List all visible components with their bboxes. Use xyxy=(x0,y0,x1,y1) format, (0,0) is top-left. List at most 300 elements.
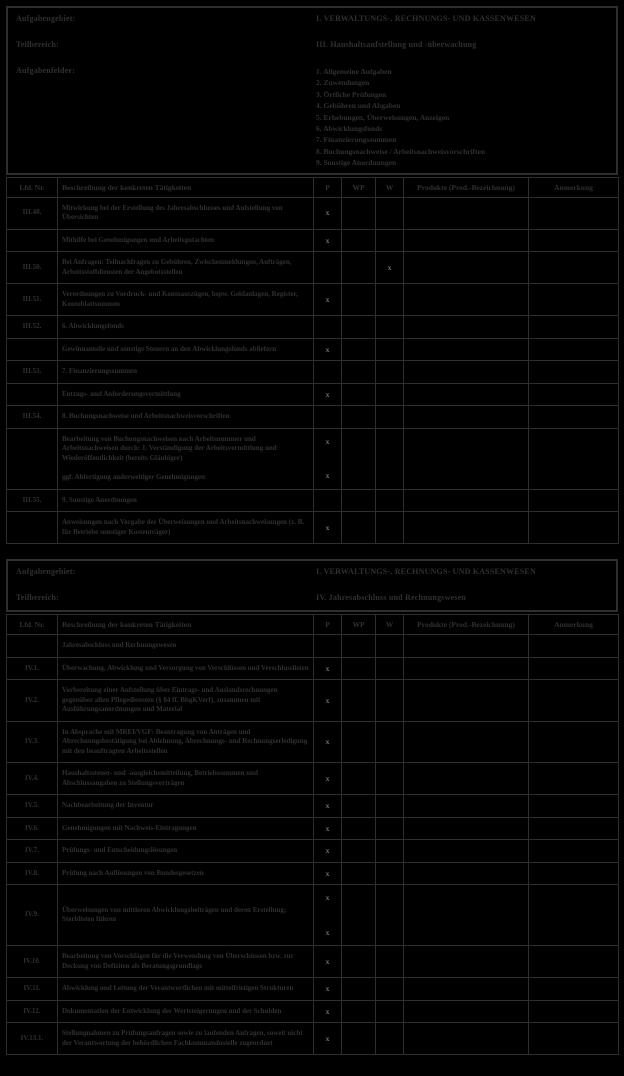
cell-produkte xyxy=(404,229,529,252)
x-mark: x xyxy=(325,695,330,705)
cell-beschreibung xyxy=(58,635,314,658)
sheet2-meta-left xyxy=(16,567,316,602)
cell-lfd-nr: III.55. xyxy=(7,489,58,512)
table-row xyxy=(7,512,619,544)
cell-lfd-nr: IV.1. xyxy=(7,657,58,680)
cell-produkte xyxy=(404,795,529,818)
cell-w xyxy=(376,406,404,429)
task-text: 8. Buchungsnachweise und Arbeitsnachweisvorschriften xyxy=(62,412,230,421)
cell-anmerkung xyxy=(529,680,619,722)
x-mark: x xyxy=(325,389,330,399)
task-text: Jahresabschluss und Rechnungswesen xyxy=(62,641,177,650)
x-mark: x xyxy=(325,846,330,856)
cell-beschreibung xyxy=(58,284,314,316)
task-text: Überwachung, Abwicklung und Versorgung von Verschlüssen und Verschlusslisten xyxy=(62,663,309,672)
cell-produkte xyxy=(404,383,529,406)
cell-p xyxy=(314,316,342,339)
cell-beschreibung xyxy=(58,657,314,680)
cell-p xyxy=(314,383,342,406)
col-beschreibung: Beschreibung der konkreten Tätigkeiten xyxy=(58,177,314,197)
cell-lfd-nr: IV.7. xyxy=(7,840,58,863)
x-mark: x xyxy=(387,262,392,272)
section-row xyxy=(7,489,619,512)
table-row xyxy=(7,763,619,795)
cell-produkte xyxy=(404,635,529,658)
cell-w xyxy=(376,428,404,489)
cell-wp xyxy=(342,1023,376,1055)
x-mark: x xyxy=(325,737,330,747)
aufgabengebiet-value: I. VERWALTUNGS-, RECHNUNGS- UND KASSENWESEN xyxy=(316,567,536,577)
cell-lfd-nr: III.54. xyxy=(7,406,58,429)
cell-p xyxy=(314,1023,342,1055)
aufgabenfeld-item: 6. Abwicklungsfonds xyxy=(316,124,383,134)
sheet2-meta-right xyxy=(316,567,608,602)
cell-anmerkung xyxy=(529,197,619,229)
cell-wp xyxy=(342,795,376,818)
table-row xyxy=(7,978,619,1001)
table-row xyxy=(7,252,619,284)
table1-header-row xyxy=(7,177,619,197)
cell-w xyxy=(376,680,404,722)
cell-anmerkung xyxy=(529,428,619,489)
table-row xyxy=(7,1023,619,1055)
x-mark: x xyxy=(325,1006,330,1016)
cell-wp xyxy=(342,680,376,722)
cell-p xyxy=(314,338,342,361)
task-text: Stellungnahmen zu Prüfungsanfragen sowie zu laufenden Anfragen, soweit nicht der Verantwortung der behördlichen Fachkommandostelle zugeordnet xyxy=(62,1029,303,1047)
cell-wp xyxy=(342,489,376,512)
col-produkte: Produkte (Prod.-Bezeichnung) xyxy=(404,615,529,635)
cell-wp xyxy=(342,229,376,252)
cell-w xyxy=(376,862,404,885)
label-aufgabengebiet: Aufgabengebiet: xyxy=(16,567,76,577)
cell-w xyxy=(376,1000,404,1023)
sheet2-meta-block xyxy=(6,559,618,612)
task-text: Mitwirkung bei der Erstellung des Jahresabschlusses und Aufstellung von Übersichten xyxy=(62,203,283,222)
task-text: Anweisungen nach Vorgabe der Überweisungen und Arbeitsnachweisungen (z. B. für Betriebe sonstiger Kostenträger) xyxy=(62,518,305,536)
task-text: Überweisungen von mittleren Abwicklungsbeiträgen und deren Erstellung; Sterblisten führen xyxy=(62,905,287,924)
cell-wp xyxy=(342,512,376,544)
cell-w xyxy=(376,885,404,946)
x-mark: x xyxy=(325,663,330,673)
cell-p xyxy=(314,763,342,795)
task-text: Bei Anfragen: Teilnachfragen zu Gebühren, Zwischenmeldungen, Aufträgen, Arbeitsstoffdiensten der Angebotsstellen xyxy=(62,258,292,276)
cell-lfd-nr: IV.4. xyxy=(7,763,58,795)
cell-w xyxy=(376,383,404,406)
cell-beschreibung xyxy=(58,1000,314,1023)
label-aufgabengebiet: Aufgabengebiet: xyxy=(16,14,76,23)
sheet1-meta-block xyxy=(6,6,618,175)
cell-lfd-nr xyxy=(7,512,58,544)
cell-anmerkung xyxy=(529,721,619,763)
cell-w xyxy=(376,252,404,284)
cell-anmerkung xyxy=(529,817,619,840)
task-text: Mithilfe bei Genehmigungen und Arbeitsgutachten xyxy=(62,235,215,244)
cell-anmerkung xyxy=(529,1023,619,1055)
cell-w xyxy=(376,316,404,339)
cell-w xyxy=(376,1023,404,1055)
table-row xyxy=(7,284,619,316)
table-row xyxy=(7,795,619,818)
cell-w xyxy=(376,657,404,680)
cell-lfd-nr: IV.13.1. xyxy=(7,1023,58,1055)
task-text: Bearbeitung von Vorschlägen für die Verwendung von Überschüssen bzw. zur Deckung von Defiziten als Beratungsgrundlage xyxy=(62,952,294,970)
cell-wp xyxy=(342,252,376,284)
cell-wp xyxy=(342,1000,376,1023)
table-row xyxy=(7,383,619,406)
label-aufgabenfelder: Aufgabenfelder: xyxy=(16,66,75,75)
cell-lfd-nr: IV.10. xyxy=(7,946,58,978)
section-row xyxy=(7,361,619,384)
aufgabenfeld-item: 8. Buchungsnachweise / Arbeitsnachweisvorschriften xyxy=(316,146,486,156)
cell-lfd-nr: IV.3. xyxy=(7,721,58,763)
x-mark: x xyxy=(325,294,330,304)
col-anmerkung: Anmerkung xyxy=(529,177,619,197)
cell-wp xyxy=(342,885,376,946)
table-row xyxy=(7,680,619,722)
cell-w xyxy=(376,978,404,1001)
task-text: Entzugs- und Anforderungsvermittlung xyxy=(62,389,181,398)
cell-beschreibung xyxy=(58,946,314,978)
cell-produkte xyxy=(404,1000,529,1023)
cell-w xyxy=(376,284,404,316)
col-produkte: Produkte (Prod.-Bezeichnung) xyxy=(404,177,529,197)
cell-w xyxy=(376,338,404,361)
cell-p xyxy=(314,229,342,252)
task-text: Abwicklung und Leitung der Verantwortlichen mit mittelfristigen Strukturen xyxy=(62,984,294,993)
aufgabenfeld-item: 5. Erhebungen, Überweisungen, Anzeigen xyxy=(316,112,450,122)
cell-produkte xyxy=(404,657,529,680)
table-row xyxy=(7,1000,619,1023)
cell-lfd-nr: III.48. xyxy=(7,197,58,229)
cell-produkte xyxy=(404,489,529,512)
cell-p xyxy=(314,680,342,722)
x-mark: x xyxy=(325,436,330,446)
x-mark: x xyxy=(325,471,330,481)
cell-beschreibung xyxy=(58,316,314,339)
aufgabenfeld-item: 3. Örtliche Prüfungen xyxy=(316,89,387,99)
col-lfd-nr: Lfd. Nr. xyxy=(7,615,58,635)
cell-produkte xyxy=(404,946,529,978)
col-p: P xyxy=(314,177,342,197)
cell-w xyxy=(376,721,404,763)
section-row xyxy=(7,406,619,429)
x-mark: x xyxy=(325,984,330,994)
cell-w xyxy=(376,197,404,229)
cell-p xyxy=(314,1000,342,1023)
table-row xyxy=(7,946,619,978)
cell-wp xyxy=(342,197,376,229)
cell-lfd-nr xyxy=(7,229,58,252)
cell-produkte xyxy=(404,1023,529,1055)
cell-beschreibung xyxy=(58,840,314,863)
cell-p xyxy=(314,885,342,946)
sheet1-meta-left xyxy=(16,14,316,169)
aufgabenfeld-item: 2. Zuwendungen xyxy=(316,78,370,88)
cell-produkte xyxy=(404,361,529,384)
cell-wp xyxy=(342,361,376,384)
task-text: 7. Finanzierungssummen xyxy=(62,367,138,376)
cell-wp xyxy=(342,383,376,406)
cell-beschreibung xyxy=(58,512,314,544)
cell-beschreibung xyxy=(58,229,314,252)
cell-lfd-nr: III.53. xyxy=(7,361,58,384)
task-text: Prüfung nach Auflösungen von Bundesgesetzen xyxy=(62,868,204,877)
cell-anmerkung xyxy=(529,763,619,795)
cell-p xyxy=(314,978,342,1001)
cell-produkte xyxy=(404,338,529,361)
cell-wp xyxy=(342,721,376,763)
aufgabenfeld-item: 7. Finanzierungssummen xyxy=(316,135,397,145)
x-mark: x xyxy=(325,773,330,783)
teilbereich-value: III. Haushaltsaufstellung und -überwachung xyxy=(316,40,477,49)
cell-anmerkung xyxy=(529,512,619,544)
cell-produkte xyxy=(404,406,529,429)
table-row xyxy=(7,197,619,229)
cell-wp xyxy=(342,428,376,489)
task-text: Dokumentation der Entwicklung der Wertsteigerungen und der Schulden xyxy=(62,1006,282,1015)
task-text: 9. Sonstige Anordnungen xyxy=(62,495,137,504)
cell-p xyxy=(314,284,342,316)
x-mark: x xyxy=(325,1033,330,1043)
cell-produkte xyxy=(404,840,529,863)
cell-produkte xyxy=(404,428,529,489)
cell-lfd-nr xyxy=(7,338,58,361)
task-text: Genehmigungen mit Nachweis-Eintragungen xyxy=(62,823,197,832)
cell-p xyxy=(314,406,342,429)
cell-p xyxy=(314,657,342,680)
cell-p xyxy=(314,512,342,544)
cell-w xyxy=(376,763,404,795)
cell-produkte xyxy=(404,252,529,284)
task-text: Gewinnanteile und sonstige Steuern an den Abwicklungsfonds abliefern xyxy=(62,344,277,353)
cell-lfd-nr: IV.11. xyxy=(7,978,58,1001)
cell-beschreibung xyxy=(58,817,314,840)
cell-p xyxy=(314,361,342,384)
task-text: Vorbereitung einer Aufstellung über Eintrags- und Auslandsrechnungen gegenüber allen Pflegediensten (§ 84 ff. BbgKVerf), zusammen mit Ausführungsanordnungen und Material xyxy=(62,686,278,714)
cell-produkte xyxy=(404,763,529,795)
cell-anmerkung xyxy=(529,795,619,818)
cell-beschreibung xyxy=(58,763,314,795)
cell-anmerkung xyxy=(529,946,619,978)
task-text: Haushaltssteuer- und -ausgleichsmitteilung, Betriebssummen und Abschlussangaben zu Stellungsvorträgen xyxy=(62,769,258,787)
x-mark: x xyxy=(325,893,330,903)
cell-wp xyxy=(342,635,376,658)
col-anmerkung: Anmerkung xyxy=(529,615,619,635)
cell-anmerkung xyxy=(529,489,619,512)
cell-w xyxy=(376,946,404,978)
table-row xyxy=(7,885,619,946)
cell-lfd-nr: IV.5. xyxy=(7,795,58,818)
cell-anmerkung xyxy=(529,862,619,885)
cell-lfd-nr: IV.2. xyxy=(7,680,58,722)
col-beschreibung: Beschreibung der konkreten Tätigkeiten xyxy=(58,615,314,635)
cell-w xyxy=(376,229,404,252)
cell-beschreibung xyxy=(58,862,314,885)
label-teilbereich: Teilbereich: xyxy=(16,593,59,603)
table-row xyxy=(7,721,619,763)
table2-header-row xyxy=(7,615,619,635)
cell-produkte xyxy=(404,284,529,316)
cell-produkte xyxy=(404,680,529,722)
cell-p xyxy=(314,817,342,840)
cell-lfd-nr: IV.8. xyxy=(7,862,58,885)
cell-anmerkung xyxy=(529,361,619,384)
cell-anmerkung xyxy=(529,383,619,406)
cell-anmerkung xyxy=(529,657,619,680)
cell-beschreibung xyxy=(58,361,314,384)
table-row xyxy=(7,229,619,252)
cell-w xyxy=(376,512,404,544)
col-w: W xyxy=(376,615,404,635)
x-mark: x xyxy=(325,208,330,218)
cell-produkte xyxy=(404,862,529,885)
cell-wp xyxy=(342,840,376,863)
cell-lfd-nr xyxy=(7,428,58,489)
cell-beschreibung xyxy=(58,978,314,1001)
cell-w xyxy=(376,361,404,384)
col-lfd-nr: Lfd. Nr. xyxy=(7,177,58,197)
cell-beschreibung xyxy=(58,197,314,229)
cell-anmerkung xyxy=(529,840,619,863)
table-row xyxy=(7,428,619,489)
cell-produkte xyxy=(404,817,529,840)
section-row xyxy=(7,635,619,658)
x-mark: x xyxy=(325,868,330,878)
table-row xyxy=(7,840,619,863)
cell-produkte xyxy=(404,721,529,763)
task-text: 6. Abwicklungsfonds xyxy=(62,322,124,331)
cell-produkte xyxy=(404,197,529,229)
cell-anmerkung xyxy=(529,1000,619,1023)
task-text: ggf. Abfertigung anderweitiger Genehmigungen xyxy=(62,473,205,482)
cell-p xyxy=(314,635,342,658)
x-mark: x xyxy=(325,235,330,245)
col-w: W xyxy=(376,177,404,197)
col-p: P xyxy=(314,615,342,635)
task-table-1 xyxy=(6,177,619,545)
label-teilbereich: Teilbereich: xyxy=(16,40,59,49)
cell-beschreibung xyxy=(58,406,314,429)
task-sheet-1 xyxy=(6,6,618,544)
teilbereich-value: IV. Jahresabschluss und Rechnungswesen xyxy=(316,593,467,603)
cell-lfd-nr: IV.12. xyxy=(7,1000,58,1023)
cell-anmerkung xyxy=(529,338,619,361)
cell-beschreibung xyxy=(58,885,314,946)
cell-p xyxy=(314,946,342,978)
task-text: In Absprache mit MREI/VGF: Beantragung von Anträgen und Abrechnungsbestätigung bei Ablehnung, Abrechnungs- und Rechnungserledigung mit den beauftragten Arbeitsstellen xyxy=(62,727,308,755)
col-wp: WP xyxy=(342,615,376,635)
task-text: Verordnungen zu Vordruck- und Kontoauszügen, bspw. Geldanlagen, Register, Kontoblattsummen xyxy=(62,290,298,308)
cell-w xyxy=(376,840,404,863)
sheet1-meta-right xyxy=(316,14,608,169)
task-text: Prüfungs- und Entscheidungslösungen xyxy=(62,846,178,855)
cell-produkte xyxy=(404,512,529,544)
cell-anmerkung xyxy=(529,635,619,658)
aufgabenfelder-list xyxy=(316,66,608,169)
cell-p xyxy=(314,197,342,229)
cell-beschreibung xyxy=(58,680,314,722)
cell-beschreibung xyxy=(58,338,314,361)
x-mark: x xyxy=(325,801,330,811)
cell-beschreibung xyxy=(58,252,314,284)
table-row xyxy=(7,338,619,361)
cell-wp xyxy=(342,284,376,316)
cell-wp xyxy=(342,316,376,339)
cell-w xyxy=(376,635,404,658)
cell-produkte xyxy=(404,885,529,946)
cell-lfd-nr xyxy=(7,635,58,658)
cell-w xyxy=(376,817,404,840)
task-table-2 xyxy=(6,614,619,1055)
x-mark: x xyxy=(325,927,330,937)
cell-anmerkung xyxy=(529,316,619,339)
cell-beschreibung xyxy=(58,489,314,512)
table-row xyxy=(7,657,619,680)
x-mark: x xyxy=(325,344,330,354)
cell-p xyxy=(314,840,342,863)
cell-anmerkung xyxy=(529,885,619,946)
cell-wp xyxy=(342,338,376,361)
cell-lfd-nr: IV.9. xyxy=(7,885,58,946)
x-mark: x xyxy=(325,522,330,532)
cell-wp xyxy=(342,657,376,680)
col-wp: WP xyxy=(342,177,376,197)
table-row xyxy=(7,817,619,840)
x-mark: x xyxy=(325,823,330,833)
cell-p xyxy=(314,721,342,763)
cell-anmerkung xyxy=(529,284,619,316)
cell-beschreibung xyxy=(58,428,314,489)
aufgabenfeld-item: 4. Gebühren und Abgaben xyxy=(316,101,401,111)
cell-lfd-nr: III.50. xyxy=(7,252,58,284)
cell-anmerkung xyxy=(529,978,619,1001)
task-text: Bearbeitung von Buchungsnachweisen nach Arbeitsnummer und Arbeitsnachweisen durch: 1. Verständigung der Arbeitsvermittlung und Wiederöffentlichkeit (bereits Gläubiger) xyxy=(62,434,277,462)
cell-produkte xyxy=(404,316,529,339)
section-row xyxy=(7,316,619,339)
cell-p xyxy=(314,428,342,489)
cell-wp xyxy=(342,946,376,978)
cell-wp xyxy=(342,862,376,885)
task-text: Nachbearbeitung der Inventur xyxy=(62,801,154,810)
cell-anmerkung xyxy=(529,229,619,252)
cell-anmerkung xyxy=(529,252,619,284)
cell-wp xyxy=(342,763,376,795)
cell-w xyxy=(376,795,404,818)
cell-lfd-nr: IV.6. xyxy=(7,817,58,840)
cell-lfd-nr: III.51. xyxy=(7,284,58,316)
cell-p xyxy=(314,489,342,512)
table-row xyxy=(7,862,619,885)
cell-lfd-nr: III.52. xyxy=(7,316,58,339)
cell-wp xyxy=(342,406,376,429)
cell-anmerkung xyxy=(529,406,619,429)
cell-p xyxy=(314,795,342,818)
aufgabenfeld-item: 9. Sonstige Anordnungen xyxy=(316,158,397,168)
cell-beschreibung xyxy=(58,795,314,818)
cell-p xyxy=(314,252,342,284)
cell-wp xyxy=(342,817,376,840)
cell-beschreibung xyxy=(58,1023,314,1055)
cell-lfd-nr xyxy=(7,383,58,406)
aufgabengebiet-value: I. VERWALTUNGS-, RECHNUNGS- UND KASSENWESEN xyxy=(316,14,536,23)
cell-produkte xyxy=(404,978,529,1001)
aufgabenfeld-item: 1. Allgemeine Aufgaben xyxy=(316,67,392,76)
x-mark: x xyxy=(325,956,330,966)
cell-beschreibung xyxy=(58,383,314,406)
cell-beschreibung xyxy=(58,721,314,763)
cell-p xyxy=(314,862,342,885)
